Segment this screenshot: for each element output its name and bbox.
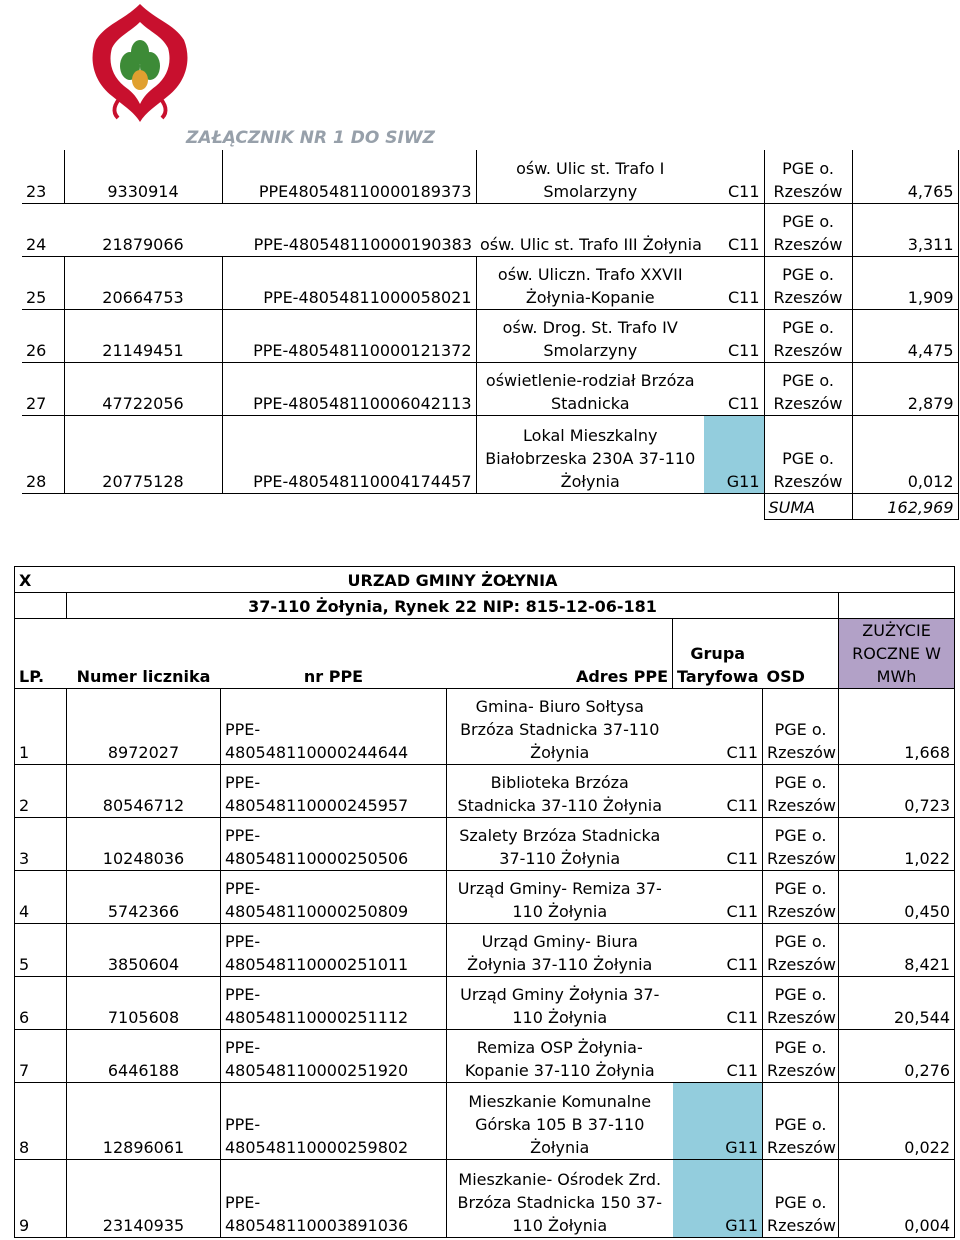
sum-label: SUMA [764,493,852,519]
coat-of-arms-logo [84,0,196,126]
table-row [15,977,955,1030]
meter-cell: 20664753 [64,256,222,309]
address-cell: ośw. Uliczn. Trafo XXVII Żołynia-Kopanie [476,256,704,309]
lp-cell: 2 [15,765,67,818]
osd-cell: PGE o. Rzeszów [763,871,839,924]
tariff-cell: C11 [673,924,763,977]
table-row [22,150,958,203]
address-cell: Mieszkanie- Ośrodek Zrd. Brzóza Stadnicka 150 37-110 Żołynia [447,1160,673,1238]
lp-cell: 3 [15,818,67,871]
table-subtitle: 37-110 Żołynia, Rynek 22 NIP: 815-12-06-181 [67,593,839,619]
table-row [22,415,958,493]
osd-cell: PGE o. Rzeszów [763,1030,839,1083]
usage-cell: 3,311 [852,203,958,256]
usage-cell: 1,022 [839,818,955,871]
usage-cell: 0,450 [839,871,955,924]
usage-cell: 1,909 [852,256,958,309]
osd-cell: PGE o. Rzeszów [763,818,839,871]
meter-cell: 47722056 [64,362,222,415]
usage-cell: 2,879 [852,362,958,415]
lp-cell: 1 [15,689,67,765]
osd-cell: PGE o. Rzeszów [763,765,839,818]
ppe-cell: PPE-480548110006042113 [222,362,476,415]
table-row [22,309,958,362]
table-row [15,1160,955,1238]
ppe-cell: PPE-480548110004174457 [222,415,476,493]
header-meter: Numer licznika [67,619,221,689]
table-row [15,1083,955,1160]
table-row [15,689,955,765]
table-row [15,765,955,818]
address-cell: ośw. Drog. St. Trafo IV Smolarzyny [476,309,704,362]
ppe-cell: PPE480548110000189373 [222,150,476,203]
osd-cell: PGE o. Rzeszów [763,977,839,1030]
header-osd: OSD [763,619,839,689]
lp-cell: 4 [15,871,67,924]
lp-cell: 23 [26,181,47,201]
urzad-gminy-meter-table [14,566,955,1238]
tariff-cell: C11 [673,689,763,765]
meter-cell: 7105608 [67,977,221,1030]
meter-cell: 8972027 [67,689,221,765]
address-text: ośw. Ulic st. Trafo III Żołynia [480,234,702,254]
ppe-cell: PPE-480548110000245957 [221,765,447,818]
usage-cell: 8,421 [839,924,955,977]
table-row [22,256,958,309]
header-tariff: Grupa Taryfowa [673,619,763,689]
usage-cell: 0,022 [839,1083,955,1160]
annex-label: ZAŁĄCZNIK NR 1 DO SIWZ [186,128,435,148]
lp-cell: 7 [15,1030,67,1083]
tariff-cell: C11 [673,818,763,871]
address-cell: Gmina- Biuro Sołtysa Brzóza Stadnicka 37-110 Żołynia [447,689,673,765]
meter-cell: 21149451 [64,309,222,362]
header-usage: ZUŻYCIE ROCZNE W MWh [839,619,955,689]
meter-cell: 20775128 [64,415,222,493]
usage-cell: 1,668 [839,689,955,765]
tariff-cell: C11 [673,871,763,924]
ppe-cell: PPE-480548110000244644 [221,689,447,765]
meter-cell: 23140935 [67,1160,221,1238]
address-cell: Urząd Gminy- Biura Żołynia 37-110 Żołynia [447,924,673,977]
address-cell: Mieszkanie Komunalne Górska 105 B 37-110 Żołynia [447,1083,673,1160]
tariff-cell: C11 [704,362,764,415]
address-cell [476,203,764,256]
usage-cell: 0,276 [839,1030,955,1083]
osd-cell: PGE o. Rzeszów [763,689,839,765]
lp-cell: 6 [15,977,67,1030]
header-lp: LP. [15,619,67,689]
address-cell: Remiza OSP Żołynia-Kopanie 37-110 Żołynia [447,1030,673,1083]
table-title: URZAD GMINY ŻOŁYNIA [67,567,839,593]
meter-cell: 12896061 [67,1083,221,1160]
meter-cell: 5742366 [67,871,221,924]
meter-cell: 10248036 [67,818,221,871]
osd-cell: PGE o. Rzeszów [763,1160,839,1238]
x-label: X [15,567,67,593]
ppe-cell: PPE-480548110000259802 [221,1083,447,1160]
osd-cell: PGE o. Rzeszów [763,1083,839,1160]
header-ppe: nr PPE [221,619,447,689]
ppe-cell: PPE-480548110000251920 [221,1030,447,1083]
usage-cell: 4,765 [852,150,958,203]
osd-cell: PGE o. Rzeszów [764,203,852,256]
lp-cell: 27 [22,362,64,415]
meter-cell: 6446188 [67,1030,221,1083]
tariff-cell: C11 [704,256,764,309]
osd-cell: PGE o. Rzeszów [764,309,852,362]
meter-table-continuation [22,150,959,520]
ppe-cell: PPE-480548110000121372 [222,309,476,362]
meter-cell: 3850604 [67,924,221,977]
address-cell: ośw. Ulic st. Trafo I Smolarzyny [476,150,704,203]
ppe-cell: PPE-480548110000251112 [221,977,447,1030]
usage-cell: 20,544 [839,977,955,1030]
tariff-cell: G11 [704,415,764,493]
ppe-cell: PPE-480548110000190383 [222,203,476,256]
table-row [15,924,955,977]
lp-cell: 8 [15,1083,67,1160]
ppe-cell: PPE-480548110000251011 [221,924,447,977]
table-row [15,818,955,871]
meter-cell: 21879066 [64,203,222,256]
ppe-cell: PPE-480548110003891036 [221,1160,447,1238]
lp-cell: 26 [22,309,64,362]
address-cell: oświetlenie-rodział Brzóza Stadnicka [476,362,704,415]
osd-cell: PGE o. Rzeszów [763,924,839,977]
ppe-cell: PPE-48054811000058021 [222,256,476,309]
tariff-cell: C11 [673,765,763,818]
table-row [15,1030,955,1083]
tariff-cell: G11 [673,1160,763,1238]
subtitle-row [15,593,955,619]
table-row [22,362,958,415]
meter-cell: 9330914 [64,150,222,203]
lp-cell: 24 [22,203,64,256]
tariff-cell: C11 [727,234,760,254]
address-cell: Lokal Mieszkalny Białobrzeska 230A 37-110 Żołynia [476,415,704,493]
tariff-cell: C11 [673,1030,763,1083]
usage-cell: 4,475 [852,309,958,362]
header-address: Adres PPE [447,619,673,689]
tariff-cell: C11 [704,309,764,362]
osd-cell: PGE o. Rzeszów [764,415,852,493]
osd-cell: PGE o. Rzeszów [764,362,852,415]
address-cell: Urząd Gminy Żołynia 37-110 Żołynia [447,977,673,1030]
usage-cell: 0,723 [839,765,955,818]
tariff-cell: C11 [727,181,760,201]
table-row [22,203,958,256]
ppe-cell: PPE-480548110000250506 [221,818,447,871]
lp-cell: 9 [15,1160,67,1238]
tariff-cell: C11 [673,977,763,1030]
address-cell: Biblioteka Brzóza Stadnicka 37-110 Żołynia [447,765,673,818]
ppe-cell: PPE-480548110000250809 [221,871,447,924]
address-cell: Urząd Gminy- Remiza 37-110 Żołynia [447,871,673,924]
table-row [15,871,955,924]
usage-cell: 0,004 [839,1160,955,1238]
lp-cell: 25 [22,256,64,309]
osd-cell: PGE o. Rzeszów [764,256,852,309]
meter-cell: 80546712 [67,765,221,818]
sum-row [22,493,958,519]
lp-cell: 28 [22,415,64,493]
tariff-cell: G11 [673,1083,763,1160]
lp-cell: 5 [15,924,67,977]
usage-cell: 0,012 [852,415,958,493]
title-row [15,567,955,593]
address-cell: Szalety Brzóza Stadnicka 37-110 Żołynia [447,818,673,871]
sum-value: 162,969 [852,493,958,519]
osd-cell: PGE o. Rzeszów [764,150,852,203]
header-row [15,619,955,689]
